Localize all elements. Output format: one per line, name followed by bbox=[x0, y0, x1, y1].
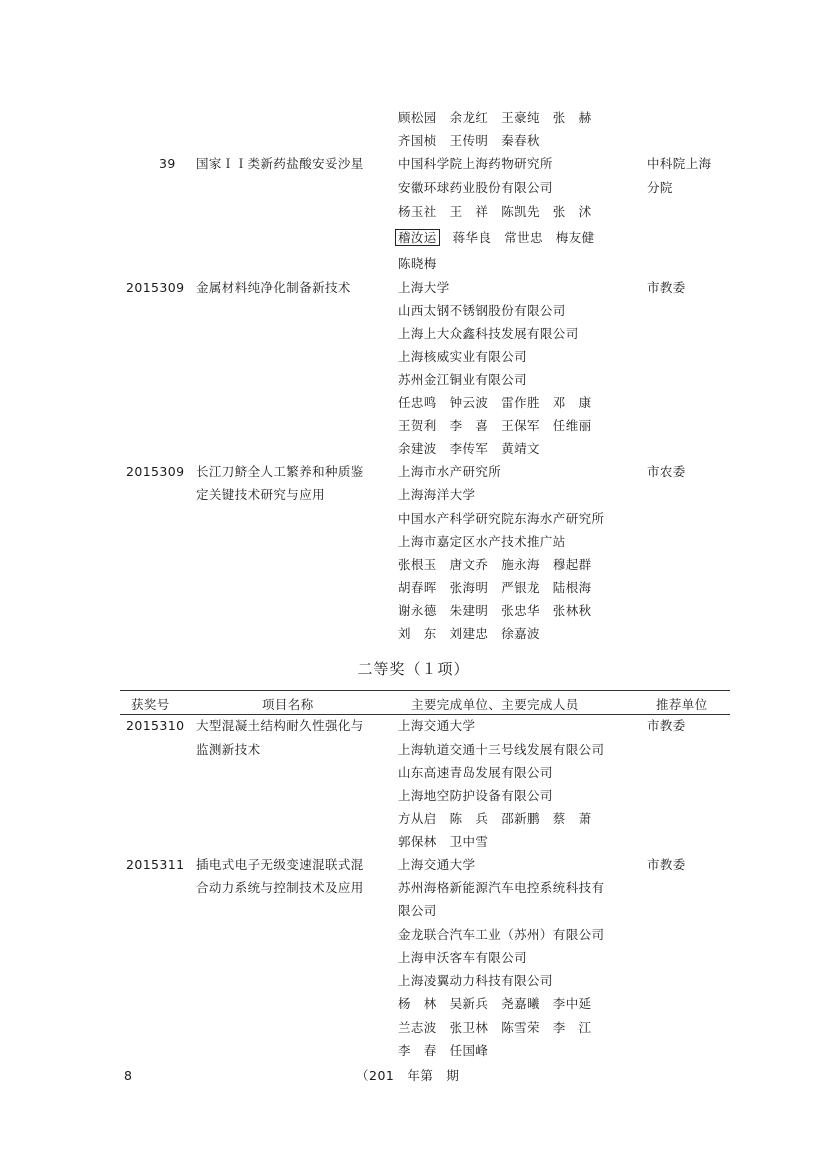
detail-line: 上海轨道交通十三号线发展有限公司 bbox=[398, 742, 605, 757]
header-name: 项目名称 bbox=[262, 697, 314, 712]
person-line: 陈晓梅 bbox=[398, 256, 437, 271]
unit-line: 上海市水产研究所 bbox=[398, 464, 502, 479]
unit-line: 中国水产科学研究院东海水产研究所 bbox=[398, 511, 605, 526]
project-name-cont: 合动力系统与控制技术及应用 bbox=[196, 880, 364, 895]
project-name: 插电式电子无级变速混联式混 bbox=[196, 857, 364, 872]
unit-line: 上海上大众鑫科技发展有限公司 bbox=[398, 326, 579, 341]
recommender: 市教委 bbox=[647, 857, 686, 872]
detail-line: 方从启 陈 兵 邵新鹏 蔡 萧 bbox=[398, 811, 592, 826]
unit-line: 上海核威实业有限公司 bbox=[398, 349, 528, 364]
detail-line: 郭保林 卫中雪 bbox=[398, 834, 489, 849]
project-name: 长江刀鲚全人工繁养和种质鉴 bbox=[196, 464, 364, 479]
detail-line: 上海地空防护设备有限公司 bbox=[398, 788, 553, 803]
unit-line: 安徽环球药业股份有限公司 bbox=[398, 180, 553, 195]
project-name-cont: 监测新技术 bbox=[196, 742, 261, 757]
page-number: 8 bbox=[124, 1068, 132, 1083]
award-id: 2015309 bbox=[126, 464, 185, 479]
detail-line: 上海凌翼动力科技有限公司 bbox=[398, 973, 553, 988]
detail-line: 苏州海格新能源汽车电控系统科技有 bbox=[398, 880, 605, 895]
person-line: 杨玉社 王 祥 陈凯先 张 沭 bbox=[398, 204, 592, 219]
project-name: 大型混凝土结构耐久性强化与 bbox=[196, 718, 364, 733]
person-line: 胡春晖 张海明 严银龙 陆根海 bbox=[398, 580, 592, 595]
unit-line: 苏州金江铜业有限公司 bbox=[398, 372, 528, 387]
award-id: 2015309 bbox=[126, 280, 185, 295]
table-header-rule bbox=[120, 714, 730, 715]
recommender: 中科院上海 bbox=[647, 156, 712, 171]
recommender: 市教委 bbox=[647, 718, 686, 733]
project-name-cont: 定关键技术研究与应用 bbox=[196, 487, 326, 502]
header-recommender: 推荐单位 bbox=[656, 697, 708, 712]
detail-line: 山东高速青岛发展有限公司 bbox=[398, 765, 553, 780]
unit-line: 上海市嘉定区水产技术推广站 bbox=[398, 534, 566, 549]
person-line: 任忠鸣 钟云波 雷作胜 邓 康 bbox=[398, 395, 592, 410]
person-line-rest: 蒋华良 常世忠 梅友健 bbox=[439, 230, 595, 245]
person-line: 张根玉 唐文乔 施永海 穆起群 bbox=[398, 557, 592, 572]
award-id: 2015311 bbox=[126, 857, 185, 872]
award-id: 39 bbox=[159, 156, 176, 171]
header-units: 主要完成单位、主要完成人员 bbox=[411, 697, 579, 712]
detail-line: 上海交通大学 bbox=[398, 718, 476, 733]
person-line-boxed bbox=[398, 230, 595, 246]
issue-label: （201 年第 期 bbox=[356, 1068, 460, 1083]
header-id: 获奖号 bbox=[131, 697, 170, 712]
person-line: 谢永德 朱建明 张忠华 张林秋 bbox=[398, 603, 592, 618]
detail-line: 兰志波 张卫林 陈雪荣 李 江 bbox=[398, 1020, 592, 1035]
person-line: 刘 东 刘建忠 徐嘉波 bbox=[398, 626, 540, 641]
unit-line: 山西太钢不锈钢股份有限公司 bbox=[398, 303, 566, 318]
person-line: 齐国桢 王传明 秦春秋 bbox=[398, 133, 540, 148]
recommender: 市教委 bbox=[647, 280, 686, 295]
unit-line: 中国科学院上海药物研究所 bbox=[398, 156, 553, 171]
unit-line: 上海海洋大学 bbox=[398, 487, 476, 502]
project-name: 国家ＩＩ类新药盐酸安妥沙星 bbox=[196, 156, 364, 171]
person-line: 王贺利 李 喜 王保军 任维丽 bbox=[398, 418, 592, 433]
detail-line: 金龙联合汽车工业（苏州）有限公司 bbox=[398, 927, 605, 942]
person-line: 余建波 李传军 黄靖文 bbox=[398, 441, 540, 456]
recommender-cont: 分院 bbox=[647, 180, 673, 195]
unit-line: 上海大学 bbox=[398, 280, 450, 295]
person-line: 顾松园 余龙红 王豪纯 张 赫 bbox=[398, 110, 592, 125]
table-top-rule bbox=[120, 690, 730, 691]
detail-line: 杨 林 吴新兵 尧嘉曦 李中延 bbox=[398, 996, 592, 1011]
boxed-person: 稽汝运 bbox=[395, 229, 440, 246]
award-id: 2015310 bbox=[126, 718, 185, 733]
recommender: 市农委 bbox=[647, 464, 686, 479]
detail-line: 限公司 bbox=[398, 903, 437, 918]
project-name: 金属材料纯净化制备新技术 bbox=[196, 280, 351, 295]
section-title: 二等奖（１项） bbox=[357, 660, 470, 678]
detail-line: 李 春 任国峰 bbox=[398, 1043, 489, 1058]
detail-line: 上海交通大学 bbox=[398, 857, 476, 872]
detail-line: 上海申沃客车有限公司 bbox=[398, 950, 528, 965]
